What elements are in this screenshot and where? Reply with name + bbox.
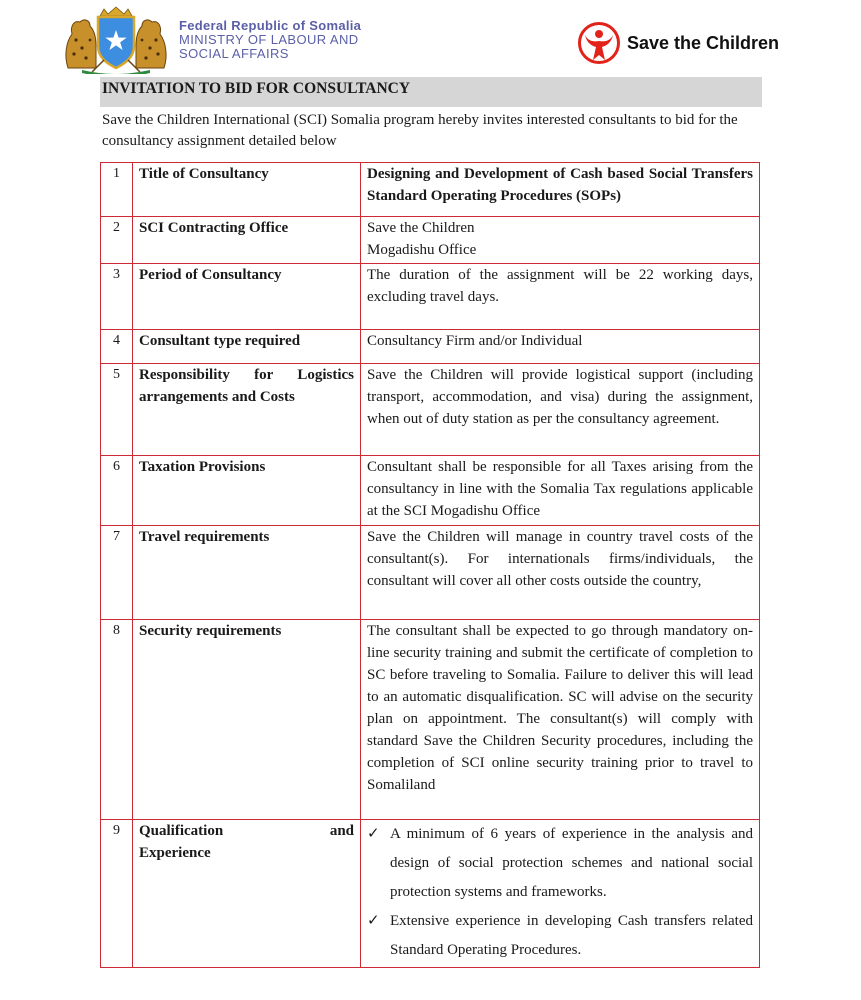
somalia-coat-of-arms-icon: [62, 6, 170, 74]
consultancy-details-table: [100, 162, 760, 968]
ministry-line-1: Federal Republic of Somalia: [179, 18, 362, 33]
list-item: [363, 907, 753, 965]
ministry-line-3: SOCIAL AFFAIRS: [179, 46, 289, 61]
list-item-text: Extensive experience in developing Cash transfers related Standard Operating Procedures.: [390, 913, 753, 958]
row-label: Travel requirements: [133, 526, 361, 620]
row-value: Save the Children will manage in country travel costs of the consultant(s). For internationals firms/individuals, the consultant will cover all other costs outside the country,: [361, 526, 760, 620]
row-number: 8: [101, 620, 133, 820]
label-part: and: [329, 823, 354, 839]
label-part: Qualification: [139, 823, 224, 839]
list-item-text: A minimum of 6 years of experience in the analysis and design of social protection schemes and national social protection systems and frameworks.: [390, 826, 753, 900]
org-name: Save the Children: [627, 32, 780, 53]
letterhead: [0, 0, 861, 78]
table-row: [101, 526, 760, 620]
save-the-children-logo-icon: [578, 22, 620, 64]
row-value: The duration of the assignment will be 22 working days, excluding travel days.: [361, 264, 760, 330]
row-value: Save the Children will provide logistical support (including transport, accommodation, and visa) during the assignment, when out of duty station as per the consultancy agreement.: [361, 364, 760, 456]
table-row: [101, 364, 760, 456]
row-label: Consultant type required: [133, 330, 361, 364]
table-row: [101, 217, 760, 264]
table-row: [101, 620, 760, 820]
table-row: [101, 456, 760, 526]
checkmark-icon: ✓: [367, 913, 380, 929]
row-number: 3: [101, 264, 133, 330]
table-row: [101, 820, 760, 968]
value-line: Mogadishu Office: [367, 242, 477, 258]
intro-paragraph: Save the Children International (SCI) Somalia program hereby invites interested consultants to bid for the consultancy assignment detailed below: [102, 112, 738, 149]
row-number: 5: [101, 364, 133, 456]
qualification-list: [363, 820, 753, 965]
row-label: [133, 820, 361, 968]
table-row: [101, 163, 760, 217]
row-value: Designing and Development of Cash based Social Transfers Standard Operating Procedures (SOPs): [361, 163, 760, 217]
row-label: Responsibility for Logistics arrangements and Costs: [133, 364, 361, 456]
save-the-children-brand: [578, 22, 779, 64]
row-label: Period of Consultancy: [133, 264, 361, 330]
row-number: 4: [101, 330, 133, 364]
row-value: Consultancy Firm and/or Individual: [361, 330, 760, 364]
ministry-name: [179, 19, 361, 61]
label-line: [139, 820, 354, 842]
row-value: [361, 820, 760, 968]
row-label: Taxation Provisions: [133, 456, 361, 526]
row-label: Security requirements: [133, 620, 361, 820]
row-number: 9: [101, 820, 133, 968]
label-part: Experience: [139, 845, 211, 861]
row-value: Consultant shall be responsible for all Taxes arising from the consultancy in line with the Somalia Tax regulations applicable at the SCI Mogadishu Office: [361, 456, 760, 526]
list-item: [363, 820, 753, 907]
row-label: SCI Contracting Office: [133, 217, 361, 264]
table-row: [101, 330, 760, 364]
page-title: INVITATION TO BID FOR CONSULTANCY: [100, 77, 762, 107]
ministry-line-2: MINISTRY OF LABOUR AND: [179, 32, 359, 47]
row-number: 2: [101, 217, 133, 264]
row-value: [361, 217, 760, 264]
checkmark-icon: ✓: [367, 826, 380, 842]
row-number: 6: [101, 456, 133, 526]
value-line: Save the Children: [367, 220, 475, 236]
row-number: 1: [101, 163, 133, 217]
table-row: [101, 264, 760, 330]
row-value: The consultant shall be expected to go through mandatory on-line security training and submit the certificate of completion to SC before traveling to Somalia. Failure to deliver this will lead to an automatic disqualification. SC will advise on the security plan on appointment. The consultant(s) will comply with standard Save the Children Security procedures, including the completion of SCI online security training prior to travel to Somaliland: [361, 620, 760, 820]
row-number: 7: [101, 526, 133, 620]
row-label: Title of Consultancy: [133, 163, 361, 217]
